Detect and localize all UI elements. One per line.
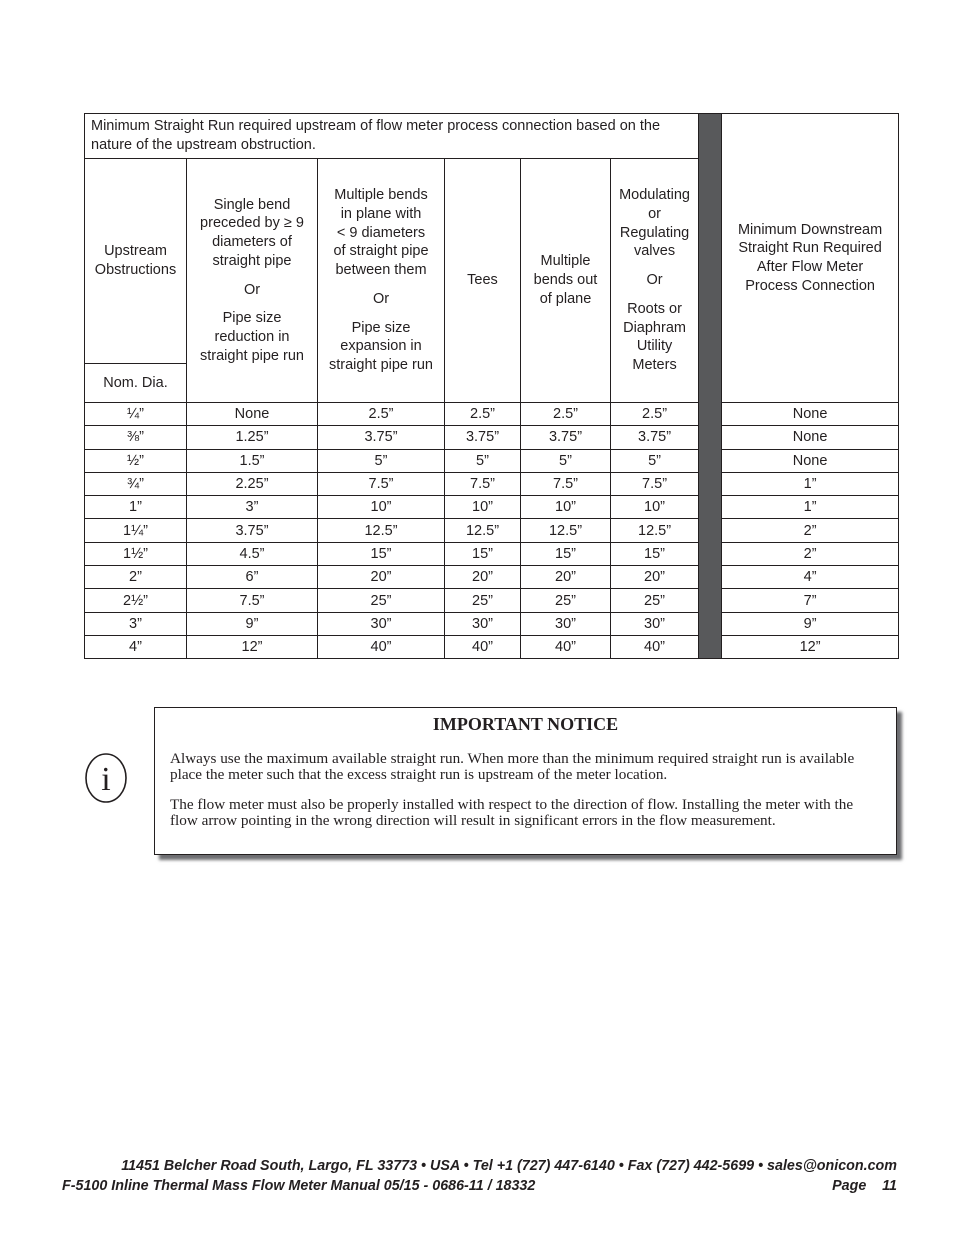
single-bend-cell: 1.5” [187,449,318,472]
tees-cell: 12.5” [445,519,521,542]
header-line: Or [372,290,390,307]
nom-dia-cell: 1¼” [85,519,187,542]
single-bend-cell: 3” [187,496,318,519]
nom-dia-cell: ¼” [85,403,187,426]
page-number: Page 11 [832,1178,897,1194]
modulating-cell: 12.5” [611,519,699,542]
header-line: bends out [533,272,598,289]
multiple-out-cell: 2.5” [521,403,611,426]
single-bend-cell: 12” [187,635,318,658]
header-line: Meters [632,356,677,373]
multiple-bends-cell: 15” [318,542,445,565]
header-line: expansion in [340,338,422,355]
modulating-cell: 7.5” [611,472,699,495]
header-line: between them [335,262,427,279]
table-row [85,612,899,635]
modulating-cell: 15” [611,542,699,565]
table-row [85,589,899,612]
multiple-out-cell: 30” [521,612,611,635]
header-line: Or [646,272,663,289]
table-row [85,449,899,472]
tees-cell: 5” [445,449,521,472]
header-downstream [722,114,899,403]
table-row [85,635,899,658]
multiple-bends-cell: 7.5” [318,472,445,495]
multiple-bends-cell: 12.5” [318,519,445,542]
single-bend-cell: None [187,403,318,426]
important-notice [154,707,897,855]
header-line: Minimum Downstream [737,221,883,238]
tees-cell: 40” [445,635,521,658]
header-line: Utility [636,338,673,355]
downstream-cell: None [722,449,899,472]
header-line: Multiple bends [334,187,428,204]
tees-cell: 15” [445,542,521,565]
multiple-bends-cell: 2.5” [318,403,445,426]
header-line: Single bend [213,196,291,213]
notice-paragraph: Always use the maximum available straight run. When more than the minimum required straight run is available place the meter such that the excess straight run is upstream of the meter location. [170,750,855,783]
multiple-out-cell: 15” [521,542,611,565]
single-bend-cell: 4.5” [187,542,318,565]
modulating-cell: 40” [611,635,699,658]
tees-cell: 2.5” [445,403,521,426]
downstream-cell: 1” [722,472,899,495]
header-line: diameters of [212,234,292,251]
nom-dia-cell: 1” [85,496,187,519]
header-line: Pipe size [222,310,282,327]
header-line: Diaphram [623,319,686,336]
header-line: Regulating [619,224,690,241]
header-line: of plane [539,290,592,307]
info-icon [84,752,128,804]
tees-cell: 20” [445,566,521,589]
single-bend-cell: 2.25” [187,472,318,495]
downstream-cell: 4” [722,566,899,589]
header-line: valves [633,243,676,260]
table-row [85,403,899,426]
header-multiple-bends-out [521,159,611,403]
modulating-cell: 30” [611,612,699,635]
nom-dia-cell: 2” [85,566,187,589]
header-nom-dia: Nom. Dia. [85,364,187,403]
header-line: < 9 diameters [336,224,426,241]
nom-dia-cell: 3” [85,612,187,635]
header-line: straight pipe run [200,347,304,364]
header-line: preceded by ≥ 9 [200,215,304,232]
modulating-cell: 2.5” [611,403,699,426]
downstream-cell: 2” [722,519,899,542]
table-row [85,472,899,495]
header-line: Multiple [540,253,591,270]
header-line: Process Connection [745,277,875,294]
nom-dia-cell: ½” [85,449,187,472]
nom-dia-cell: ⅜” [85,426,187,449]
modulating-cell: 3.75” [611,426,699,449]
header-line [613,290,696,300]
nom-dia-cell: 2½” [85,589,187,612]
single-bend-cell: 9” [187,612,318,635]
modulating-cell: 25” [611,589,699,612]
header-tees [445,159,521,403]
downstream-cell: 12” [722,635,899,658]
header-line: Modulating [619,187,690,204]
header-line: Pipe size [351,319,411,336]
table-row [85,519,899,542]
nom-dia-cell: 4” [85,635,187,658]
downstream-cell: 1” [722,496,899,519]
header-line: Straight Run Required [738,240,882,257]
header-upstream [85,159,187,364]
straight-run-table [84,113,899,659]
downstream-cell: 2” [722,542,899,565]
notice-title: IMPORTANT NOTICE [432,714,619,734]
footer-manual-title: F-5100 Inline Thermal Mass Flow Meter Manual 05/15 - 0686-11 / 18332 [62,1178,536,1194]
multiple-out-cell: 20” [521,566,611,589]
tees-cell: 7.5” [445,472,521,495]
column-separator [699,114,722,659]
modulating-cell: 20” [611,566,699,589]
nom-dia-cell: 1½” [85,542,187,565]
header-line [320,309,442,319]
header-line: Upstream [104,243,167,260]
header-line: in plane with [340,206,422,223]
header-line: or [648,206,661,223]
header-line: straight pipe [212,252,292,269]
multiple-bends-cell: 20” [318,566,445,589]
downstream-cell: None [722,403,899,426]
multiple-out-cell: 5” [521,449,611,472]
multiple-out-cell: 40” [521,635,611,658]
table-intro: Minimum Straight Run required upstream of flow meter process connection based on the nature of the upstream obstruction. [85,114,699,159]
tees-cell: 30” [445,612,521,635]
header-line: of straight pipe [333,243,429,260]
single-bend-cell: 6” [187,566,318,589]
tees-cell: 10” [445,496,521,519]
downstream-cell: 7” [722,589,899,612]
multiple-out-cell: 3.75” [521,426,611,449]
multiple-out-cell: 7.5” [521,472,611,495]
header-modulating [611,159,699,403]
multiple-out-cell: 10” [521,496,611,519]
header-line [613,261,696,271]
modulating-cell: 5” [611,449,699,472]
multiple-bends-cell: 10” [318,496,445,519]
header-line: Tees [467,272,498,289]
nom-dia-cell: ¾” [85,472,187,495]
tees-cell: 3.75” [445,426,521,449]
footer-address: 11451 Belcher Road South, Largo, FL 33773 • USA • Tel +1 (727) 447-6140 • Fax (727) 442-5699 • sales@onicon.com [121,1158,897,1174]
header-line [189,271,315,281]
multiple-bends-cell: 25” [318,589,445,612]
header-line [320,280,442,290]
header-line: Roots or [627,300,682,317]
downstream-cell: 9” [722,612,899,635]
modulating-cell: 10” [611,496,699,519]
single-bend-cell: 3.75” [187,519,318,542]
multiple-out-cell: 12.5” [521,519,611,542]
multiple-bends-cell: 5” [318,449,445,472]
tees-cell: 25” [445,589,521,612]
header-single-bend [187,159,318,403]
header-multiple-bends [318,159,445,403]
single-bend-cell: 1.25” [187,426,318,449]
header-line: reduction in [214,328,290,345]
info-icon-glyph: i [101,761,111,798]
header-line: After Flow Meter [756,259,864,275]
multiple-bends-cell: 30” [318,612,445,635]
header-line: straight pipe run [329,356,433,373]
single-bend-cell: 7.5” [187,589,318,612]
header-line: Or [243,281,261,298]
notice-paragraph: The flow meter must also be properly installed with respect to the direction of flow. Installing the meter with the flow arrow pointing in the wrong direction will result in significant errors in the flow measurement. [170,796,854,829]
table-row [85,496,899,519]
table-row [85,426,899,449]
header-line [189,299,315,309]
downstream-cell: None [722,426,899,449]
multiple-out-cell: 25” [521,589,611,612]
table-row [85,542,899,565]
multiple-bends-cell: 40” [318,635,445,658]
multiple-bends-cell: 3.75” [318,426,445,449]
table-row [85,566,899,589]
header-line: Obstructions [94,262,177,278]
